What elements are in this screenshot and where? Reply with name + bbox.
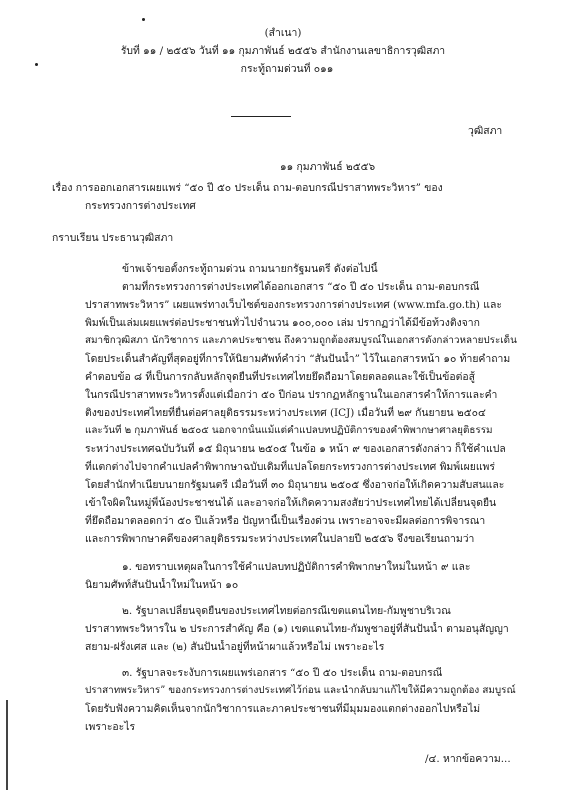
body-line: สมาชิกวุฒิสภา นักวิชาการ และภาคประชาชน ถึงความถูกต้องสมบูรณ์ในเอกสารดังกล่าวหลายประเด็น bbox=[85, 335, 517, 346]
salutation: กราบเรียน ประธานวุฒิสภา bbox=[52, 232, 174, 244]
body-line: คำตอบข้อ ๘ ที่เป็นการกลับหลักจุดยืนที่ประเทศไทยยึดถือมาโดยตลอดและใช้เป็นข้อต่อสู้ bbox=[85, 371, 475, 383]
body-line: โดยประเด็นสำคัญที่สุดอยู่ที่การให้นิยามศัพท์คำว่า “สันปันน้ำ” ไว้ในเอกสารหน้า ๑๐ ท้ายคำถาม bbox=[85, 353, 511, 365]
body-line: ที่แตกต่างไปจากคำแปลคำพิพากษาฉบับเดิมที่แปลโดยกระทรวงการต่างประเทศ พิมพ์เผยแพร่ bbox=[85, 461, 495, 473]
item-2-line-1: ๒. รัฐบาลเปลี่ยนจุดยืนของประเทศไทยต่อกรณีเขตแดนไทย-กัมพูชาบริเวณ bbox=[122, 605, 451, 617]
body-line: ระหว่างประเทศฉบับวันที่ ๑๕ มิถุนายน ๒๕๐๕ ในข้อ ๑ หน้า ๙ ของเอกสารดังกล่าว ก็ใช้คำแปล bbox=[85, 443, 506, 455]
item-3-line-3: โดยรับฟังความคิดเห็นจากนักวิชาการและภาคประชาชนที่มีมุมมองแตกต่างออกไปหรือไม่ bbox=[85, 703, 481, 715]
received-line: รับที่ ๑๑ / ๒๕๕๖ วันที่ ๑๑ กุมภาพันธ์ ๒๕๕๖ สำนักงานเลขาธิการวุฒิสภา bbox=[120, 45, 446, 57]
item-1-line-2: นิยามศัพท์สันปันน้ำใหม่ในหน้า ๑๐ bbox=[85, 579, 239, 591]
subject-line-2: กระทรวงการต่างประเทศ bbox=[85, 200, 196, 212]
question-number: กระทู้ถามด่วนที่ ๐๑๑ bbox=[240, 63, 334, 75]
body-line: พิมพ์เป็นเล่มเผยแพร่ต่อประชาชนทั่วไปจำนวน ๑๐๐,๐๐๐ เล่ม ปรากฏว่าได้มีข้อท้วงติงจาก bbox=[85, 317, 480, 329]
body-line: โดยสำนักทำเนียบนายกรัฐมนตรี เมื่อวันที่ ๓๐ มิถุนายน ๒๕๐๕ ซึ่งอาจก่อให้เกิดความสับสนและ bbox=[85, 479, 505, 491]
body-line: ตามที่กระทรวงการต่างประเทศได้ออกเอกสาร “๕๐ ปี ๕๐ ประเด็น ถาม-ตอบกรณี bbox=[122, 281, 480, 293]
body-line: และวันที่ ๒ กุมภาพันธ์ ๒๕๐๕ นอกจากนั้นแม้แต่คำแปลบทปฏิบัติการของคำพิพากษาศาลยุติธรรม bbox=[85, 425, 493, 436]
body-line: ปราสาทพระวิหาร” เผยแพร่ทางเว็บไซต์ของกระทรวงการต่างประเทศ (www.mfa.go.th) และ bbox=[85, 299, 502, 311]
senate-label: วุฒิสภา bbox=[468, 125, 503, 137]
item-3-line-2: ปราสาทพระวิหาร” ของกระทรวงการต่างประเทศไว้ก่อน และนำกลับมาแก้ไขให้มีความถูกต้อง สมบูรณ์ bbox=[85, 685, 516, 696]
body-line: ติงของประเทศไทยที่ยื่นต่อศาลยุติธรรมระหว่างประเทศ (ICJ) เมื่อวันที่ ๒๙ กันยายน ๒๕๐๔ bbox=[85, 407, 486, 419]
scan-speck bbox=[142, 18, 145, 21]
item-3-line-4: เพราะอะไร bbox=[85, 721, 136, 733]
body-line: ที่ยึดถือมาตลอดกว่า ๕๐ ปีแล้วหรือ ปัญหานี้เป็นเรื่องด่วน เพราะอาจจะมีผลต่อการพิจารณา bbox=[85, 515, 486, 527]
continuation-marker: /๔. หากข้อความ... bbox=[425, 753, 511, 765]
header-rule bbox=[231, 116, 291, 117]
item-3-line-1: ๓. รัฐบาลจะระงับการเผยแพร่เอกสาร “๕๐ ปี ๕๐ ประเด็น ถาม-ตอบกรณี bbox=[122, 667, 443, 679]
body-line: เข้าใจผิดในหมู่พี่น้องประชาชนได้ และอาจก่อให้เกิดความสงสัยว่าประเทศไทยได้เปลี่ยนจุดยืน bbox=[85, 497, 497, 509]
body-line: ข้าพเจ้าขอตั้งกระทู้ถามด่วน ถามนายกรัฐมนตรี ดังต่อไปนี้ bbox=[122, 263, 378, 275]
document-date: ๑๑ กุมภาพันธ์ ๒๕๕๖ bbox=[280, 161, 376, 173]
body-line: และการพิพากษาคดีของศาลยุติธรรมระหว่างประเทศในปลายปี ๒๕๕๖ จึงขอเรียนถามว่า bbox=[85, 533, 475, 545]
item-2-line-2: ปราสาทพระวิหารใน ๒ ประการสำคัญ คือ (๑) เขตแดนไทย-กัมพูชาอยู่ที่สันปันน้ำ ตามอนุสัญญา bbox=[85, 623, 509, 635]
item-1-line-1: ๑. ขอทราบเหตุผลในการใช้คำแปลบทปฏิบัติการคำพิพากษาใหม่ในหน้า ๙ และ bbox=[122, 561, 471, 573]
subject-line-1: เรื่อง การออกเอกสารเผยแพร่ “๕๐ ปี ๕๐ ประเด็น ถาม-ตอบกรณีปราสาทพระวิหาร” ของ bbox=[52, 182, 443, 194]
copy-label: (สำเนา) bbox=[264, 27, 302, 39]
body-line: ในกรณีปราสาทพระวิหารตั้งแต่เมื่อกว่า ๕๐ ปีก่อน ปรากฏหลักฐานในเอกสารคำให้การและคำ bbox=[85, 389, 498, 401]
scan-edge-mark bbox=[6, 700, 8, 790]
item-2-line-3: สยาม-ฝรั่งเศส และ (๒) สันปันน้ำอยู่ที่หน้าผาแล้วหรือไม่ เพราะอะไร bbox=[85, 641, 385, 653]
